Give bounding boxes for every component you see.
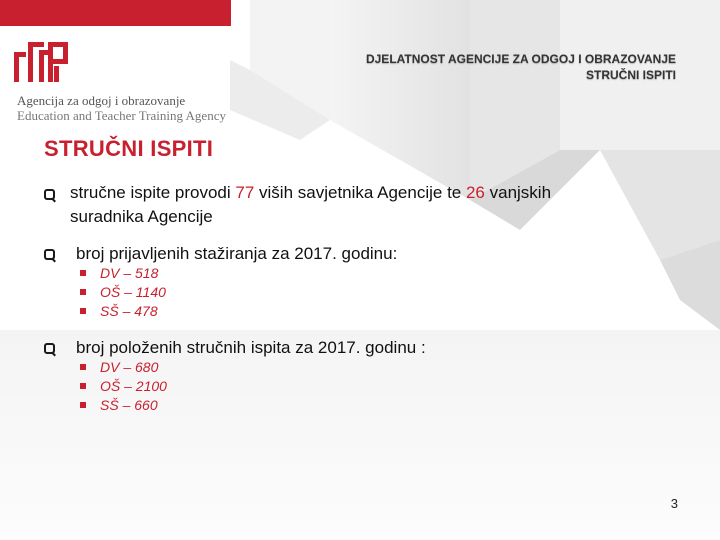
list-item-text: DV – 680 xyxy=(100,359,159,375)
list-item-text: SŠ – 660 xyxy=(100,397,158,413)
list-item-text: OŠ – 1140 xyxy=(100,284,166,300)
header-line-2: STRUČNI ISPITI xyxy=(585,68,676,82)
square-bullet-icon xyxy=(80,383,86,389)
square-bullet-icon xyxy=(80,270,86,276)
square-bullet-icon xyxy=(80,308,86,314)
passed-exams-list xyxy=(80,358,167,415)
bullet-1-line-2: suradnika Agencije xyxy=(70,207,213,226)
list-item xyxy=(80,377,167,396)
bullet-1-text-a: stručne ispite provodi xyxy=(70,183,236,202)
bullet-1-line-1 xyxy=(70,181,551,205)
slide-title: STRUČNI ISPITI xyxy=(44,136,214,161)
checkbox-bullet-icon xyxy=(44,189,55,200)
list-item xyxy=(80,358,167,377)
list-item-text: DV – 518 xyxy=(100,265,159,281)
internship-list xyxy=(80,264,166,321)
bullet-1-text-c: vanjskih xyxy=(484,183,552,202)
checkbox-bullet-icon xyxy=(44,343,55,354)
advisors-count: 77 xyxy=(235,183,255,202)
square-bullet-icon xyxy=(80,402,86,408)
list-item xyxy=(80,283,166,302)
square-bullet-icon xyxy=(80,364,86,370)
checkbox-bullet-icon xyxy=(44,249,55,260)
list-item xyxy=(80,302,166,321)
page-number: 3 xyxy=(670,496,678,511)
list-item xyxy=(80,264,166,283)
org-name-en: Education and Teacher Training Agency xyxy=(17,108,226,123)
bullet-1 xyxy=(70,181,551,229)
list-item-text: SŠ – 478 xyxy=(100,303,158,319)
list-item xyxy=(80,396,167,415)
external-associates-count: 26 xyxy=(465,183,485,202)
org-name-hr: Agencija za odgoj i obrazovanje xyxy=(17,93,186,108)
square-bullet-icon xyxy=(80,289,86,295)
slide-header xyxy=(366,51,676,83)
bullet-2: broj prijavljenih stažiranja za 2017. godinu: xyxy=(76,244,398,263)
header-line-1: DJELATNOST AGENCIJE ZA ODGOJ I OBRAZOVANJE xyxy=(365,52,676,66)
list-item-text: OŠ – 2100 xyxy=(100,378,167,394)
top-red-bar xyxy=(0,0,231,26)
agency-logo xyxy=(14,40,70,82)
bullet-3: broj položenih stručnih ispita za 2017. godinu : xyxy=(76,338,426,357)
bullet-1-text-b: viših savjetnika Agencije te xyxy=(254,183,466,202)
